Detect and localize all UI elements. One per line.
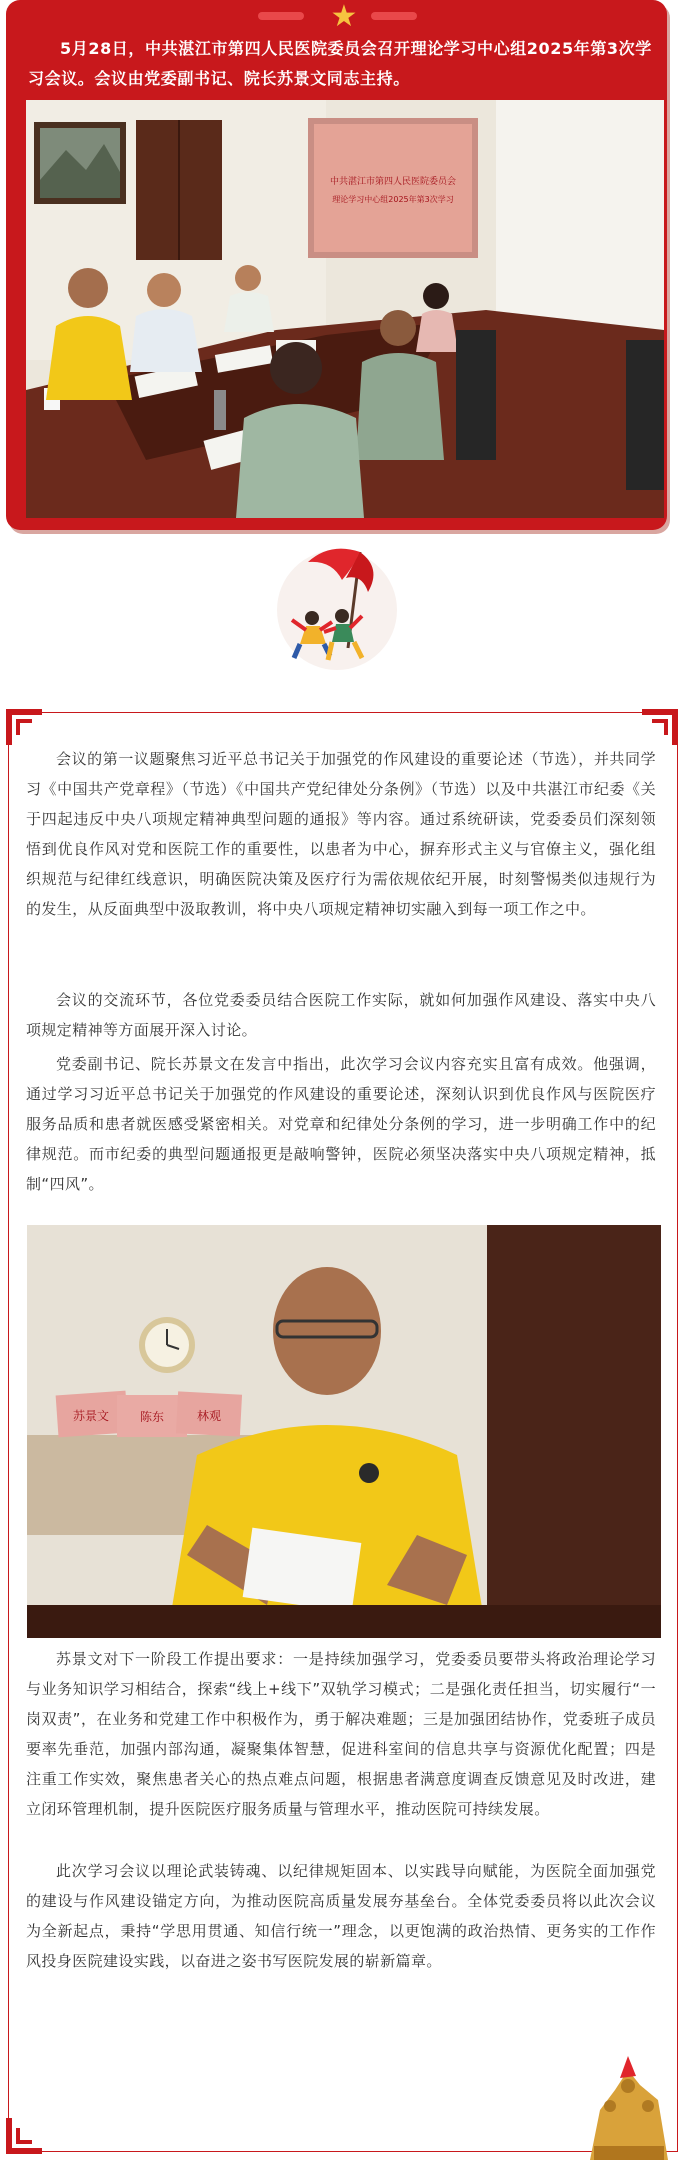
flag-dancers-emblem [270,540,405,675]
header-card [6,0,667,530]
corner-ornament-top-right-icon [640,707,680,747]
paragraph-2: 会议的交流环节，各位党委委员结合医院工作实际，就如何加强作风建设、落实中央八项规定精神等方面展开深入讨论。 [26,991,656,1039]
meeting-photo-illustration [26,100,664,518]
paragraph-3: 党委副书记、院长苏景文在发言中指出，此次学习会议内容充实且富有成效。他强调，通过学习习近平总书记关于加强党的作风建设的重要论述，深刻认识到优良作风与医院医疗服务品质和患者就医感受紧密相关。对党章和纪律处分条例的学习，进一步明确工作中的纪律规范。而市纪委的典型问题通报更是敲响警钟，医院必须坚决落实中央八项规定精神，抵制“四风”。 [26,1055,656,1193]
ribbon-right-decoration [371,12,417,20]
paragraph-4: 苏景文对下一阶段工作提出要求：一是持续加强学习，党委委员要带头将政治理论学习与业务知识学习相结合，探索“线上+线下”双轨学习模式；二是强化责任担当，切实履行“一岗双责”，在业务和党建工作中积极作为，勇于解决难题；三是加强团结协作，党委班子成员要率先垂范，加强内部沟通，凝聚集体智慧，促进科室间的信息共享与资源优化配置；四是注重工作实效，聚焦患者关心的热点难点问题，根据患者满意度调查反馈意见及时改进，建立闭环管理机制，提升医院医疗服务质量与管理水平，推动医院可持续发展。 [26,1650,656,1818]
nameplate-2: 陈东 [139,1410,165,1424]
corner-ornament-top-left-icon [4,707,44,747]
screen-title-line1: 中共湛江市第四人民医院委员会 [329,177,457,187]
paragraph-1: 会议的第一议题聚焦习近平总书记关于加强党的作风建设的重要论述（节选），并共同学习《中国共产党章程》（节选）《中国共产党纪律处分条例》（节选）以及中共湛江市纪委《关于四起违反中央八项规定精神典型问题的通报》等内容。通过系统研读，党委委员们深刻领悟到优良作风对党和医院工作的重要性，以患者为中心，摒弃形式主义与官僚主义，强化组织规范与纪律红线意识，明确医院决策及医疗行为需依规依纪开展，时刻警惕类似违规行为的发生，从反面典型中汲取教训，将中央八项规定精神切实融入到每一项工作之中。 [26,750,656,918]
intro-text: 5月28日，中共湛江市第四人民医院委员会召开理论学习中心组2025年第3次学习会议。会议由党委副书记、院长苏景文同志主持。 [28,39,652,88]
screen-title-line2: 理论学习中心组2025年第3次学习 [332,195,454,204]
gold-statue-icon [580,2050,675,2160]
star-icon: ★ [330,0,358,34]
paragraph-5: 此次学习会议以理论武装铸魂、以纪律规矩固本、以实践导向赋能，为医院全面加强党的建设与作风建设锚定方向，为推动医院高质量发展夯基垒台。全体党委委员将以此次会议为全新起点，秉持“学思用贯通、知信行统一”理念，以更饱满的政治热情、更务实的工作作风投身医院建设实践，以奋进之姿书写医院发展的崭新篇章。 [26,1862,656,1970]
ribbon-left-decoration [258,12,304,20]
nameplate-1: 苏景文 [72,1409,110,1423]
speaker-photo [27,1225,661,1638]
corner-ornament-bottom-left-icon [4,2116,44,2156]
meeting-photo [26,100,664,518]
speaker-photo-illustration [27,1225,661,1638]
nameplate-3: 林观 [196,1409,222,1423]
